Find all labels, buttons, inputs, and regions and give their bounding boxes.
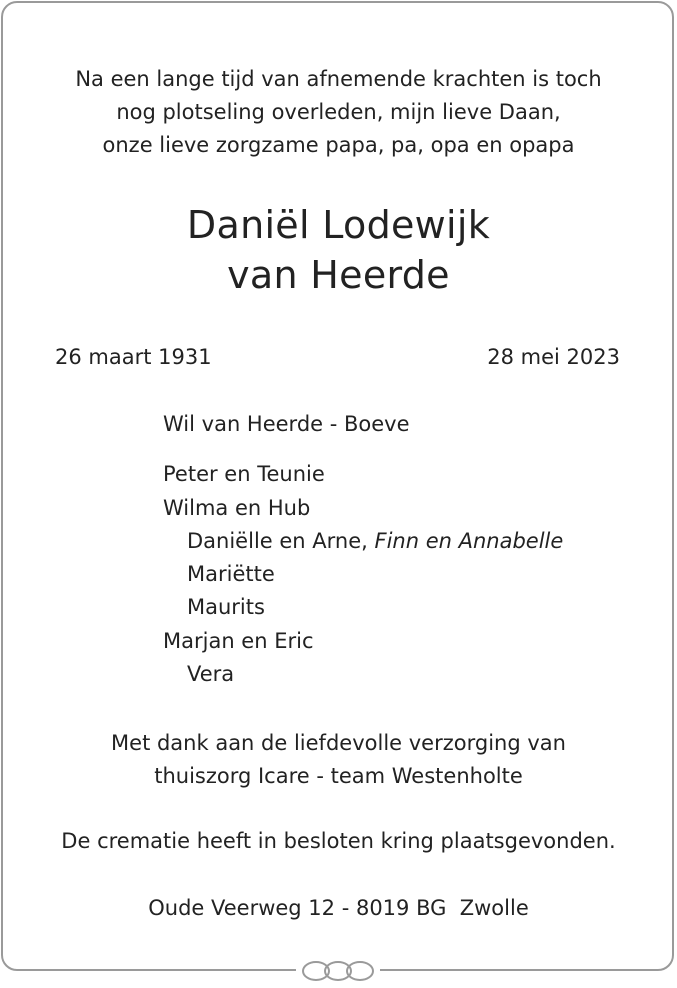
family-member: Peter en Teunie <box>163 462 325 487</box>
thanks-line: Met dank aan de liefdevolle verzorging van <box>111 731 566 755</box>
thanks-text <box>0 727 677 793</box>
ornament-icon <box>296 958 380 984</box>
intro-text <box>0 63 677 162</box>
family-spouse: Wil van Heerde - Boeve <box>163 412 410 436</box>
family-member: Wilma en Hub <box>163 495 311 520</box>
deceased-name <box>0 200 677 300</box>
thanks-line: thuiszorg Icare - team Westenholte <box>154 764 523 788</box>
family-member <box>163 525 563 558</box>
family-member: Maurits <box>187 595 265 620</box>
family-member: Marjan en Eric <box>163 628 314 653</box>
family-member-children: Finn en Annabelle <box>374 528 564 553</box>
intro-line: nog plotseling overleden, mijn lieve Daan, <box>116 100 561 124</box>
name-line-2: van Heerde <box>227 253 450 297</box>
family-member-names: Daniëlle en Arne, <box>187 528 375 553</box>
intro-line: Na een lange tijd van afnemende krachten is toch <box>75 67 602 91</box>
family-member: Mariëtte <box>187 562 275 587</box>
birth-date: 26 maart 1931 <box>55 345 212 369</box>
death-date: 28 mei 2023 <box>487 345 620 369</box>
ornament-rings-icon <box>296 958 380 984</box>
family-list <box>163 408 563 691</box>
intro-line: onze lieve zorgzame papa, pa, opa en opapa <box>102 133 575 157</box>
family-member: Vera <box>187 662 235 687</box>
name-line-1: Daniël Lodewijk <box>186 203 491 247</box>
cremation-notice: De crematie heeft in besloten kring plaatsgevonden. <box>61 829 616 853</box>
address-line: Oude Veerweg 12 - 8019 BG Zwolle <box>148 896 529 920</box>
